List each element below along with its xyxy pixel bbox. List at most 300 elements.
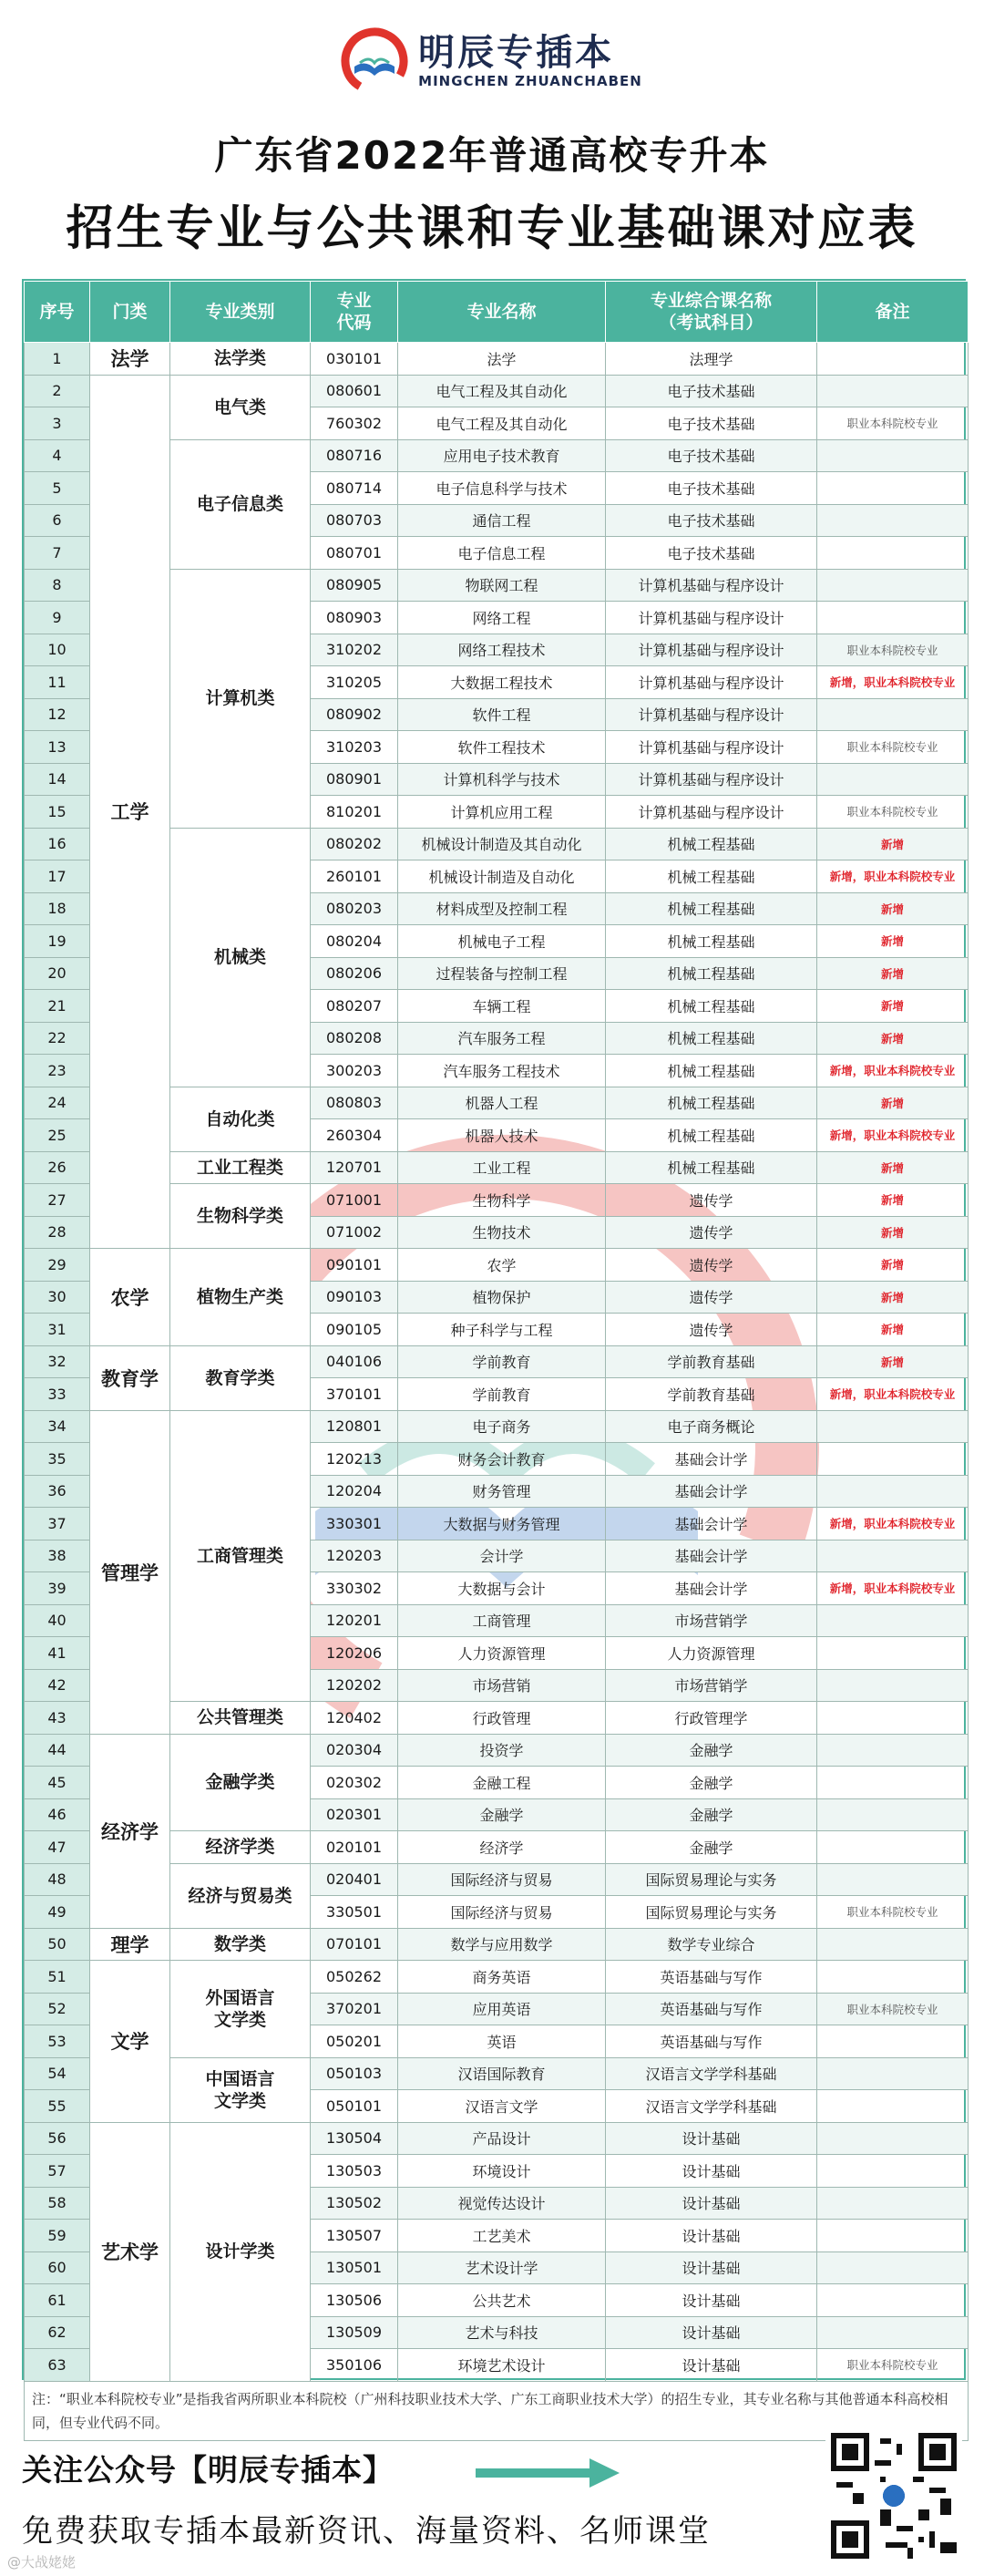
code-cell: 120202 xyxy=(311,1669,398,1702)
code-cell: 020401 xyxy=(311,1863,398,1896)
major-name-cell: 产品设计 xyxy=(398,2122,606,2155)
note-cell xyxy=(817,2187,969,2220)
seq-cell: 49 xyxy=(25,1896,90,1929)
code-cell: 120213 xyxy=(311,1443,398,1476)
code-cell: 080703 xyxy=(311,504,398,537)
seq-cell: 36 xyxy=(25,1475,90,1508)
major-course-table xyxy=(24,281,969,2441)
seq-cell: 24 xyxy=(25,1087,90,1119)
table-row xyxy=(25,1345,969,1378)
note-cell xyxy=(817,1540,969,1572)
major-name-cell: 工业工程 xyxy=(398,1151,606,1184)
page-title-line2: 招生专业与公共课和专业基础课对应表 xyxy=(66,201,918,256)
note-cell xyxy=(817,2122,969,2155)
category-cell: 经济学 xyxy=(90,1734,170,1928)
exam-course-cell: 英语基础与写作 xyxy=(606,1993,817,2025)
major-name-cell: 网络工程 xyxy=(398,602,606,634)
major-type-cell: 经济与贸易类 xyxy=(170,1863,311,1928)
note-cell xyxy=(817,602,969,634)
major-name-cell: 过程装备与控制工程 xyxy=(398,957,606,990)
seq-cell: 1 xyxy=(25,343,90,376)
exam-course-cell: 计算机基础与程序设计 xyxy=(606,763,817,796)
major-name-cell: 英语 xyxy=(398,2025,606,2058)
code-cell: 080903 xyxy=(311,602,398,634)
exam-course-cell: 机械工程基础 xyxy=(606,925,817,958)
category-cell: 文学 xyxy=(90,1961,170,2123)
seq-cell: 19 xyxy=(25,925,90,958)
seq-cell: 63 xyxy=(25,2349,90,2382)
code-cell: 330301 xyxy=(311,1508,398,1540)
seq-cell: 34 xyxy=(25,1410,90,1443)
seq-cell: 6 xyxy=(25,504,90,537)
major-name-cell: 金融工程 xyxy=(398,1767,606,1799)
note-cell xyxy=(817,375,969,407)
major-name-cell: 环境设计 xyxy=(398,2155,606,2188)
seq-cell: 25 xyxy=(25,1119,90,1152)
note-cell: 新增 xyxy=(817,1216,969,1249)
note-cell: 新增，职业本科院校专业 xyxy=(817,1572,969,1605)
major-name-cell: 经济学 xyxy=(398,1831,606,1864)
code-cell: 080207 xyxy=(311,990,398,1023)
footer-benefit-text: 免费获取专插本最新资讯、海量资料、名师课堂 xyxy=(22,2513,711,2550)
major-name-cell: 电子商务 xyxy=(398,1410,606,1443)
exam-course-cell: 电子技术基础 xyxy=(606,504,817,537)
header-category: 门类 xyxy=(90,282,170,343)
major-name-cell: 机械电子工程 xyxy=(398,925,606,958)
exam-course-cell: 设计基础 xyxy=(606,2316,817,2349)
code-cell: 310203 xyxy=(311,731,398,764)
seq-cell: 31 xyxy=(25,1314,90,1346)
note-cell xyxy=(817,2284,969,2317)
exam-course-cell: 机械工程基础 xyxy=(606,1055,817,1087)
category-cell: 农学 xyxy=(90,1249,170,1346)
note-cell: 新增，职业本科院校专业 xyxy=(817,1119,969,1152)
exam-course-cell: 行政管理学 xyxy=(606,1702,817,1735)
major-name-cell: 学前教育 xyxy=(398,1345,606,1378)
code-cell: 090103 xyxy=(311,1281,398,1314)
code-cell: 120204 xyxy=(311,1475,398,1508)
exam-course-cell: 遗传学 xyxy=(606,1281,817,1314)
exam-course-cell: 设计基础 xyxy=(606,2187,817,2220)
major-type-cell: 中国语言 文学类 xyxy=(170,2057,311,2122)
seq-cell: 16 xyxy=(25,828,90,860)
note-cell xyxy=(817,1863,969,1896)
code-cell: 080204 xyxy=(311,925,398,958)
seq-cell: 56 xyxy=(25,2122,90,2155)
code-cell: 810201 xyxy=(311,796,398,829)
exam-course-cell: 计算机基础与程序设计 xyxy=(606,796,817,829)
major-name-cell: 计算机科学与技术 xyxy=(398,763,606,796)
note-cell xyxy=(817,1604,969,1637)
note-cell: 职业本科院校专业 xyxy=(817,796,969,829)
code-cell: 090105 xyxy=(311,1314,398,1346)
exam-course-cell: 设计基础 xyxy=(606,2349,817,2382)
major-name-cell: 机器人工程 xyxy=(398,1087,606,1119)
major-name-cell: 应用英语 xyxy=(398,1993,606,2025)
major-type-cell: 数学类 xyxy=(170,1928,311,1961)
exam-course-cell: 电子技术基础 xyxy=(606,537,817,570)
seq-cell: 43 xyxy=(25,1702,90,1735)
note-cell: 新增 xyxy=(817,1022,969,1055)
note-cell: 新增 xyxy=(817,1249,969,1282)
header-exam-course: 专业综合课名称 （考试科目） xyxy=(606,282,817,343)
major-name-cell: 大数据与财务管理 xyxy=(398,1508,606,1540)
note-cell xyxy=(817,2251,969,2284)
exam-course-cell: 基础会计学 xyxy=(606,1508,817,1540)
major-name-cell: 软件工程技术 xyxy=(398,731,606,764)
major-name-cell: 艺术与科技 xyxy=(398,2316,606,2349)
note-cell: 新增，职业本科院校专业 xyxy=(817,666,969,699)
seq-cell: 40 xyxy=(25,1604,90,1637)
code-cell: 300203 xyxy=(311,1055,398,1087)
exam-course-cell: 机械工程基础 xyxy=(606,1151,817,1184)
seq-cell: 26 xyxy=(25,1151,90,1184)
seq-cell: 50 xyxy=(25,1928,90,1961)
exam-course-cell: 金融学 xyxy=(606,1734,817,1767)
note-cell xyxy=(817,1410,969,1443)
seq-cell: 17 xyxy=(25,860,90,893)
exam-course-cell: 电子技术基础 xyxy=(606,472,817,505)
major-name-cell: 财务管理 xyxy=(398,1475,606,1508)
seq-cell: 11 xyxy=(25,666,90,699)
exam-course-cell: 电子技术基础 xyxy=(606,375,817,407)
exam-course-cell: 机械工程基础 xyxy=(606,957,817,990)
code-cell: 090101 xyxy=(311,1249,398,1282)
major-name-cell: 金融学 xyxy=(398,1798,606,1831)
code-cell: 330501 xyxy=(311,1896,398,1929)
exam-course-cell: 遗传学 xyxy=(606,1216,817,1249)
table-row xyxy=(25,1961,969,1994)
code-cell: 130502 xyxy=(311,2187,398,2220)
qr-code-icon xyxy=(825,2427,962,2564)
exam-course-cell: 机械工程基础 xyxy=(606,990,817,1023)
seq-cell: 60 xyxy=(25,2251,90,2284)
exam-course-cell: 计算机基础与程序设计 xyxy=(606,602,817,634)
note-cell xyxy=(817,1702,969,1735)
major-name-cell: 种子科学与工程 xyxy=(398,1314,606,1346)
correspondence-table-panel xyxy=(22,279,966,2431)
code-cell: 050101 xyxy=(311,2090,398,2123)
note-cell xyxy=(817,2316,969,2349)
header-major-name: 专业名称 xyxy=(398,282,606,343)
code-cell: 071001 xyxy=(311,1184,398,1217)
major-name-cell: 机械设计制造及其自动化 xyxy=(398,828,606,860)
code-cell: 070101 xyxy=(311,1928,398,1961)
exam-course-cell: 电子商务概论 xyxy=(606,1410,817,1443)
major-name-cell: 财务会计教育 xyxy=(398,1443,606,1476)
seq-cell: 41 xyxy=(25,1637,90,1670)
major-name-cell: 通信工程 xyxy=(398,504,606,537)
seq-cell: 14 xyxy=(25,763,90,796)
code-cell: 370101 xyxy=(311,1378,398,1411)
note-cell: 职业本科院校专业 xyxy=(817,634,969,666)
major-name-cell: 汉语国际教育 xyxy=(398,2057,606,2090)
major-name-cell: 大数据与会计 xyxy=(398,1572,606,1605)
seq-cell: 62 xyxy=(25,2316,90,2349)
exam-course-cell: 设计基础 xyxy=(606,2122,817,2155)
seq-cell: 48 xyxy=(25,1863,90,1896)
table-row xyxy=(25,343,969,376)
note-cell: 新增 xyxy=(817,925,969,958)
weibo-watermark: @大战姥姥 xyxy=(7,2554,77,2571)
exam-course-cell: 金融学 xyxy=(606,1767,817,1799)
exam-course-cell: 计算机基础与程序设计 xyxy=(606,698,817,731)
exam-course-cell: 机械工程基础 xyxy=(606,828,817,860)
major-name-cell: 植物保护 xyxy=(398,1281,606,1314)
exam-course-cell: 学前教育基础 xyxy=(606,1378,817,1411)
seq-cell: 51 xyxy=(25,1961,90,1994)
seq-cell: 53 xyxy=(25,2025,90,2058)
exam-course-cell: 设计基础 xyxy=(606,2251,817,2284)
header-code: 专业 代码 xyxy=(311,282,398,343)
note-cell: 新增 xyxy=(817,1151,969,1184)
major-name-cell: 市场营销 xyxy=(398,1669,606,1702)
major-name-cell: 电气工程及其自动化 xyxy=(398,375,606,407)
code-cell: 080208 xyxy=(311,1022,398,1055)
note-cell: 新增，职业本科院校专业 xyxy=(817,1508,969,1540)
category-cell: 法学 xyxy=(90,343,170,376)
table-body xyxy=(25,343,969,2441)
exam-course-cell: 汉语言文学学科基础 xyxy=(606,2090,817,2123)
seq-cell: 5 xyxy=(25,472,90,505)
code-cell: 350106 xyxy=(311,2349,398,2382)
code-cell: 120801 xyxy=(311,1410,398,1443)
note-cell xyxy=(817,1734,969,1767)
exam-course-cell: 英语基础与写作 xyxy=(606,2025,817,2058)
seq-cell: 4 xyxy=(25,439,90,472)
major-name-cell: 汽车服务工程 xyxy=(398,1022,606,1055)
exam-course-cell: 数学专业综合 xyxy=(606,1928,817,1961)
note-cell xyxy=(817,2057,969,2090)
brand-name-en: MINGCHEN ZHUANCHABEN xyxy=(418,73,642,89)
note-cell xyxy=(817,1798,969,1831)
seq-cell: 12 xyxy=(25,698,90,731)
exam-course-cell: 基础会计学 xyxy=(606,1475,817,1508)
major-name-cell: 电子信息工程 xyxy=(398,537,606,570)
seq-cell: 7 xyxy=(25,537,90,570)
exam-course-cell: 机械工程基础 xyxy=(606,1119,817,1152)
note-cell: 新增，职业本科院校专业 xyxy=(817,1055,969,1087)
major-type-cell: 生物科学类 xyxy=(170,1184,311,1249)
major-name-cell: 生物技术 xyxy=(398,1216,606,1249)
exam-course-cell: 国际贸易理论与实务 xyxy=(606,1896,817,1929)
seq-cell: 13 xyxy=(25,731,90,764)
major-name-cell: 视觉传达设计 xyxy=(398,2187,606,2220)
note-cell: 新增 xyxy=(817,1281,969,1314)
seq-cell: 29 xyxy=(25,1249,90,1282)
major-type-cell: 教育学类 xyxy=(170,1345,311,1410)
note-cell: 新增 xyxy=(817,828,969,860)
seq-cell: 20 xyxy=(25,957,90,990)
code-cell: 760302 xyxy=(311,407,398,440)
note-cell xyxy=(817,1767,969,1799)
major-type-cell: 外国语言 文学类 xyxy=(170,1961,311,2058)
code-cell: 370201 xyxy=(311,1993,398,2025)
major-name-cell: 计算机应用工程 xyxy=(398,796,606,829)
exam-course-cell: 设计基础 xyxy=(606,2284,817,2317)
major-type-cell: 工业工程类 xyxy=(170,1151,311,1184)
seq-cell: 32 xyxy=(25,1345,90,1378)
code-cell: 080803 xyxy=(311,1087,398,1119)
exam-course-cell: 金融学 xyxy=(606,1798,817,1831)
code-cell: 080206 xyxy=(311,957,398,990)
seq-cell: 3 xyxy=(25,407,90,440)
major-name-cell: 商务英语 xyxy=(398,1961,606,1994)
note-cell: 新增 xyxy=(817,957,969,990)
note-cell: 新增 xyxy=(817,990,969,1023)
note-cell xyxy=(817,1928,969,1961)
category-cell: 工学 xyxy=(90,375,170,1249)
brand-logo-icon xyxy=(342,28,407,94)
category-cell: 艺术学 xyxy=(90,2122,170,2381)
note-cell: 新增 xyxy=(817,1314,969,1346)
exam-course-cell: 计算机基础与程序设计 xyxy=(606,569,817,602)
note-cell xyxy=(817,1637,969,1670)
exam-course-cell: 基础会计学 xyxy=(606,1540,817,1572)
note-cell xyxy=(817,2090,969,2123)
major-name-cell: 投资学 xyxy=(398,1734,606,1767)
major-name-cell: 网络工程技术 xyxy=(398,634,606,666)
note-cell: 职业本科院校专业 xyxy=(817,1993,969,2025)
table-row xyxy=(25,2122,969,2155)
code-cell: 050262 xyxy=(311,1961,398,1994)
code-cell: 120206 xyxy=(311,1637,398,1670)
major-name-cell: 电子信息科学与技术 xyxy=(398,472,606,505)
seq-cell: 39 xyxy=(25,1572,90,1605)
seq-cell: 52 xyxy=(25,1993,90,2025)
seq-cell: 9 xyxy=(25,602,90,634)
code-cell: 080901 xyxy=(311,763,398,796)
major-name-cell: 汉语言文学 xyxy=(398,2090,606,2123)
major-name-cell: 工艺美术 xyxy=(398,2220,606,2252)
note-cell xyxy=(817,1443,969,1476)
major-type-cell: 植物生产类 xyxy=(170,1249,311,1346)
seq-cell: 42 xyxy=(25,1669,90,1702)
major-name-cell: 机械设计制造及自动化 xyxy=(398,860,606,893)
code-cell: 080203 xyxy=(311,892,398,925)
header-note: 备注 xyxy=(817,282,969,343)
brand-name-cn: 明辰专插本 xyxy=(418,32,615,74)
seq-cell: 2 xyxy=(25,375,90,407)
major-name-cell: 人力资源管理 xyxy=(398,1637,606,1670)
major-name-cell: 大数据工程技术 xyxy=(398,666,606,699)
major-name-cell: 应用电子技术教育 xyxy=(398,439,606,472)
note-cell xyxy=(817,2155,969,2188)
exam-course-cell: 市场营销学 xyxy=(606,1604,817,1637)
seq-cell: 23 xyxy=(25,1055,90,1087)
seq-cell: 30 xyxy=(25,1281,90,1314)
exam-course-cell: 机械工程基础 xyxy=(606,860,817,893)
major-name-cell: 农学 xyxy=(398,1249,606,1282)
note-cell xyxy=(817,698,969,731)
exam-course-cell: 计算机基础与程序设计 xyxy=(606,731,817,764)
note-cell: 新增 xyxy=(817,1184,969,1217)
code-cell: 080202 xyxy=(311,828,398,860)
note-cell xyxy=(817,504,969,537)
category-cell: 管理学 xyxy=(90,1410,170,1734)
exam-course-cell: 基础会计学 xyxy=(606,1572,817,1605)
arrow-right-icon xyxy=(476,2457,621,2489)
seq-cell: 58 xyxy=(25,2187,90,2220)
note-cell: 新增 xyxy=(817,1087,969,1119)
exam-course-cell: 金融学 xyxy=(606,1831,817,1864)
note-cell xyxy=(817,1961,969,1994)
exam-course-cell: 遗传学 xyxy=(606,1184,817,1217)
table-row xyxy=(25,1928,969,1961)
exam-course-cell: 学前教育基础 xyxy=(606,1345,817,1378)
code-cell: 260304 xyxy=(311,1119,398,1152)
code-cell: 120701 xyxy=(311,1151,398,1184)
seq-cell: 59 xyxy=(25,2220,90,2252)
note-cell xyxy=(817,537,969,570)
major-name-cell: 汽车服务工程技术 xyxy=(398,1055,606,1087)
seq-cell: 54 xyxy=(25,2057,90,2090)
seq-cell: 55 xyxy=(25,2090,90,2123)
major-name-cell: 国际经济与贸易 xyxy=(398,1896,606,1929)
major-name-cell: 环境艺术设计 xyxy=(398,2349,606,2382)
code-cell: 071002 xyxy=(311,1216,398,1249)
footer-follow-text: 关注公众号【明辰专插本】 xyxy=(22,2452,394,2488)
code-cell: 080701 xyxy=(311,537,398,570)
seq-cell: 27 xyxy=(25,1184,90,1217)
exam-course-cell: 市场营销学 xyxy=(606,1669,817,1702)
seq-cell: 21 xyxy=(25,990,90,1023)
exam-course-cell: 遗传学 xyxy=(606,1249,817,1282)
seq-cell: 28 xyxy=(25,1216,90,1249)
note-cell xyxy=(817,1669,969,1702)
seq-cell: 45 xyxy=(25,1767,90,1799)
seq-cell: 61 xyxy=(25,2284,90,2317)
code-cell: 120402 xyxy=(311,1702,398,1735)
major-type-cell: 工商管理类 xyxy=(170,1410,311,1702)
code-cell: 130509 xyxy=(311,2316,398,2349)
major-type-cell: 自动化类 xyxy=(170,1087,311,1151)
exam-course-cell: 机械工程基础 xyxy=(606,1022,817,1055)
code-cell: 120201 xyxy=(311,1604,398,1637)
code-cell: 130504 xyxy=(311,2122,398,2155)
exam-course-cell: 机械工程基础 xyxy=(606,892,817,925)
exam-course-cell: 基础会计学 xyxy=(606,1443,817,1476)
code-cell: 080902 xyxy=(311,698,398,731)
major-name-cell: 国际经济与贸易 xyxy=(398,1863,606,1896)
major-type-cell: 电子信息类 xyxy=(170,439,311,569)
note-cell xyxy=(817,472,969,505)
header-seq: 序号 xyxy=(25,282,90,343)
major-name-cell: 车辆工程 xyxy=(398,990,606,1023)
seq-cell: 33 xyxy=(25,1378,90,1411)
note-cell xyxy=(817,763,969,796)
category-cell: 教育学 xyxy=(90,1345,170,1410)
seq-cell: 22 xyxy=(25,1022,90,1055)
major-type-cell: 电气类 xyxy=(170,375,311,439)
seq-cell: 44 xyxy=(25,1734,90,1767)
seq-cell: 18 xyxy=(25,892,90,925)
note-cell xyxy=(817,1475,969,1508)
table-row xyxy=(25,375,969,407)
exam-course-cell: 计算机基础与程序设计 xyxy=(606,634,817,666)
exam-course-cell: 设计基础 xyxy=(606,2220,817,2252)
major-name-cell: 法学 xyxy=(398,343,606,376)
code-cell: 330302 xyxy=(311,1572,398,1605)
code-cell: 260101 xyxy=(311,860,398,893)
code-cell: 120203 xyxy=(311,1540,398,1572)
major-name-cell: 材料成型及控制工程 xyxy=(398,892,606,925)
note-cell: 新增 xyxy=(817,1345,969,1378)
table-header-row xyxy=(25,282,969,343)
note-cell: 新增 xyxy=(817,892,969,925)
table-footnote: 注：“职业本科院校专业”是指我省两所职业本科院校（广州科技职业技术大学、广东工商职业技术大学）的招生专业，其专业名称与其他普通本科高校相同，但专业代码不同。 xyxy=(25,2381,969,2440)
code-cell: 130501 xyxy=(311,2251,398,2284)
